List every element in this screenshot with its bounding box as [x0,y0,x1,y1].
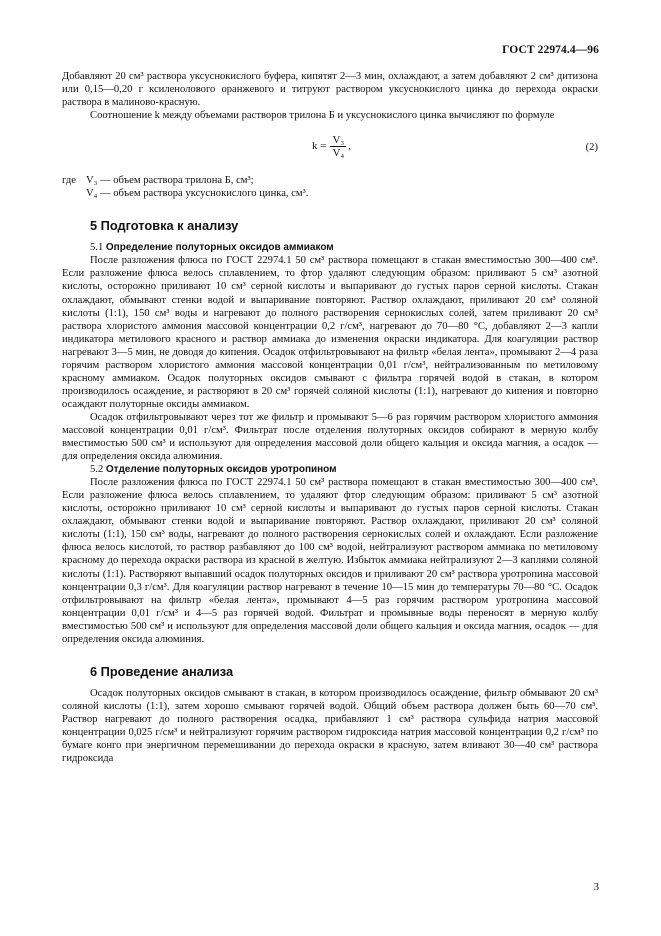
intro-paragraph-1: Добавляют 20 см³ раствора уксуснокислого буфера, кипятят 2—3 мин, охлаждают, а затем добавляют 2 см³ дитизона или 0,15—0,20 г ксиленолового оранжевого и титруют раствором уксуснокислого цинка до перехода окраски раствора в малиново-красную. [62,71,598,109]
section-6-heading: 6 Проведение анализа [90,663,234,679]
subsection-5-2-heading [62,463,598,476]
subsection-5-1-title: Определение полуторных оксидов аммиаком [105,242,334,254]
page-number: 3 [593,882,599,893]
subsection-5-1-heading [62,241,598,254]
formula-number: (2) [585,142,598,154]
subsection-5-1-number: 5.1 [90,242,104,254]
formula-2 [62,126,598,170]
definition-v4: V₄ — объем раствора уксуснокислого цинка, см³. [86,188,309,200]
page-content [62,70,598,765]
section-5-heading: 5 Подготовка к анализу [90,218,239,234]
subsection-5-2-number: 5.2 [90,464,104,476]
definition-row [62,187,598,200]
formula-numerator: V₃ [332,134,345,147]
formula-lhs: k = [312,140,327,153]
subsection-5-1-paragraph-1: После разложения флюса по ГОСТ 22974.1 50 см³ раствора помещают в стакан вместимостью 300—400 см³. Если разложение флюса велось сплавлением, то фтор удаляют следующим образом: приливают 5 см³ азотной кислоты, осторожно приливают 10 см³ серной кислоты и выпаривают до густых паров серной кислоты. Стакан охлаждают, обмывают стенки водой и выпаривание повторяют. Раствор охлаждают, приливают 20 см³ соляной кислоты (1:1), 150 см³ воды и нагревают до полного растворения сернокислых солей, затем приливают 20 см³ раствора хлористого аммония массовой концентрации 0,2 г/см³, нагревают до 70—80 °С, добавляют 2—3 капли индикатора метилового красного и раствор аммиака до изменения окраски индикатора. Для коагуляции раствор нагревают 3—5 мин, не доводя до кипения. Осадок отфильтровывают на фильтр «белая лента», промывают 2—4 раза горячим раствором хлористого аммония массовой концентрации 0,01 г/см³, нейтрализованным по метиловому красному аммиаком. Осадок полуторных оксидов смывают с фильтра горячей водой в стакан, в котором производилось осаждение, и растворяют в 20 см³ горячей соляной кислоты (1:1), нагревают до кипения и повторно осаждают полуторные оксиды аммиаком. [62,255,598,410]
variable-definitions [62,174,598,200]
section-6-paragraph-1: Осадок полуторных оксидов смывают в стакан, в котором производилось осаждение, фильтр обмывают 20 см³ соляной кислоты (1:1), затем хорошо смывают горячей водой. Общий объем раствора должен быть 60—70 см³. Раствор нагревают до полного растворения осадка, прибавляют 1 см³ раствора сульфида натрия массовой концентрации 0,025 г/см³ и нейтрализуют горячим раствором гидроксида натрия массовой концентрации 0,2 г/см³ по бумаге конго при энергичном перемешивании до перехода окраски в красную, затем вливают 30—40 см³ раствора гидроксида [62,687,598,765]
formula-denominator: V₄ [332,147,345,160]
intro-paragraph-2: Соотношение k между объемами растворов трилона Б и уксуснокислого цинка вычисляют по формуле [90,110,555,122]
subsection-5-2-title: Отделение полуторных оксидов уротропином [105,464,337,476]
definition-v3: V₃ — объем раствора трилона Б, см³; [86,175,254,187]
formula-tail: , [348,140,351,153]
where-label: где [62,175,76,187]
formula-fraction [330,134,346,159]
formula-expression [312,134,351,159]
subsection-5-2-paragraph-1: После разложения флюса по ГОСТ 22974.1 50 см³ раствора помещают в стакан вместимостью 300—400 см³. Если разложение флюса велось сплавлением, то удаляют фтор следующим образом: приливают 5 см³ азотной кислоты, осторожно приливают 10 см³ серной кислоты и выпаривают до густых паров серной кислоты. Стакан охлаждают, обмывают стенки водой и выпаривание повторяют. Раствор охлаждают, приливают 20 см³ соляной кислоты (1:1), 150 см³ воды, нагревают до полного растворения сернокислых солей и охлаждают. Если разложение флюса велось кислотой, то раствор разбавляют до 100 см³ водой, нейтрализуют раствором аммиака по метиловому красному до перехода окраски раствора из красной в желтую. Избыток аммиака нейтрализуют 2—3 каплями соляной кислоты (1:1). Растворяют выпавший осадок полуторных оксидов и приливают 20 см³ раствора уротропина массовой концентрации 0,3 г/см³. Для коагуляции раствор нагревают в течение 10—15 мин до температуры 70—80 °С. Осадок отфильтровывают на фильтр «белая лента», промывают 4—5 раз горячим раствором уротропина массовой концентрации 0,01 г/см³ и 4—5 раз горячей водой. Фильтрат и промывные воды переносят в мерную колбу вместимостью 500 см³ и используют для определения массовой доли общего кальция и оксида магния, осадок — для определения оксида алюминия. [62,477,598,645]
subsection-5-1-paragraph-2: Осадок отфильтровывают через тот же фильтр и промывают 5—6 раз горячим раствором хлористого аммония массовой концентрации 0,01 г/см³. Фильтрат после отделения полуторных оксидов собирают в мерную колбу вместимостью 500 см³ и используют для определения массовой доли общего кальция и оксида магния, а осадок — для определения оксида алюминия. [62,411,598,463]
standard-code-header: ГОСТ 22974.4—96 [502,44,599,56]
definition-row [62,174,598,187]
